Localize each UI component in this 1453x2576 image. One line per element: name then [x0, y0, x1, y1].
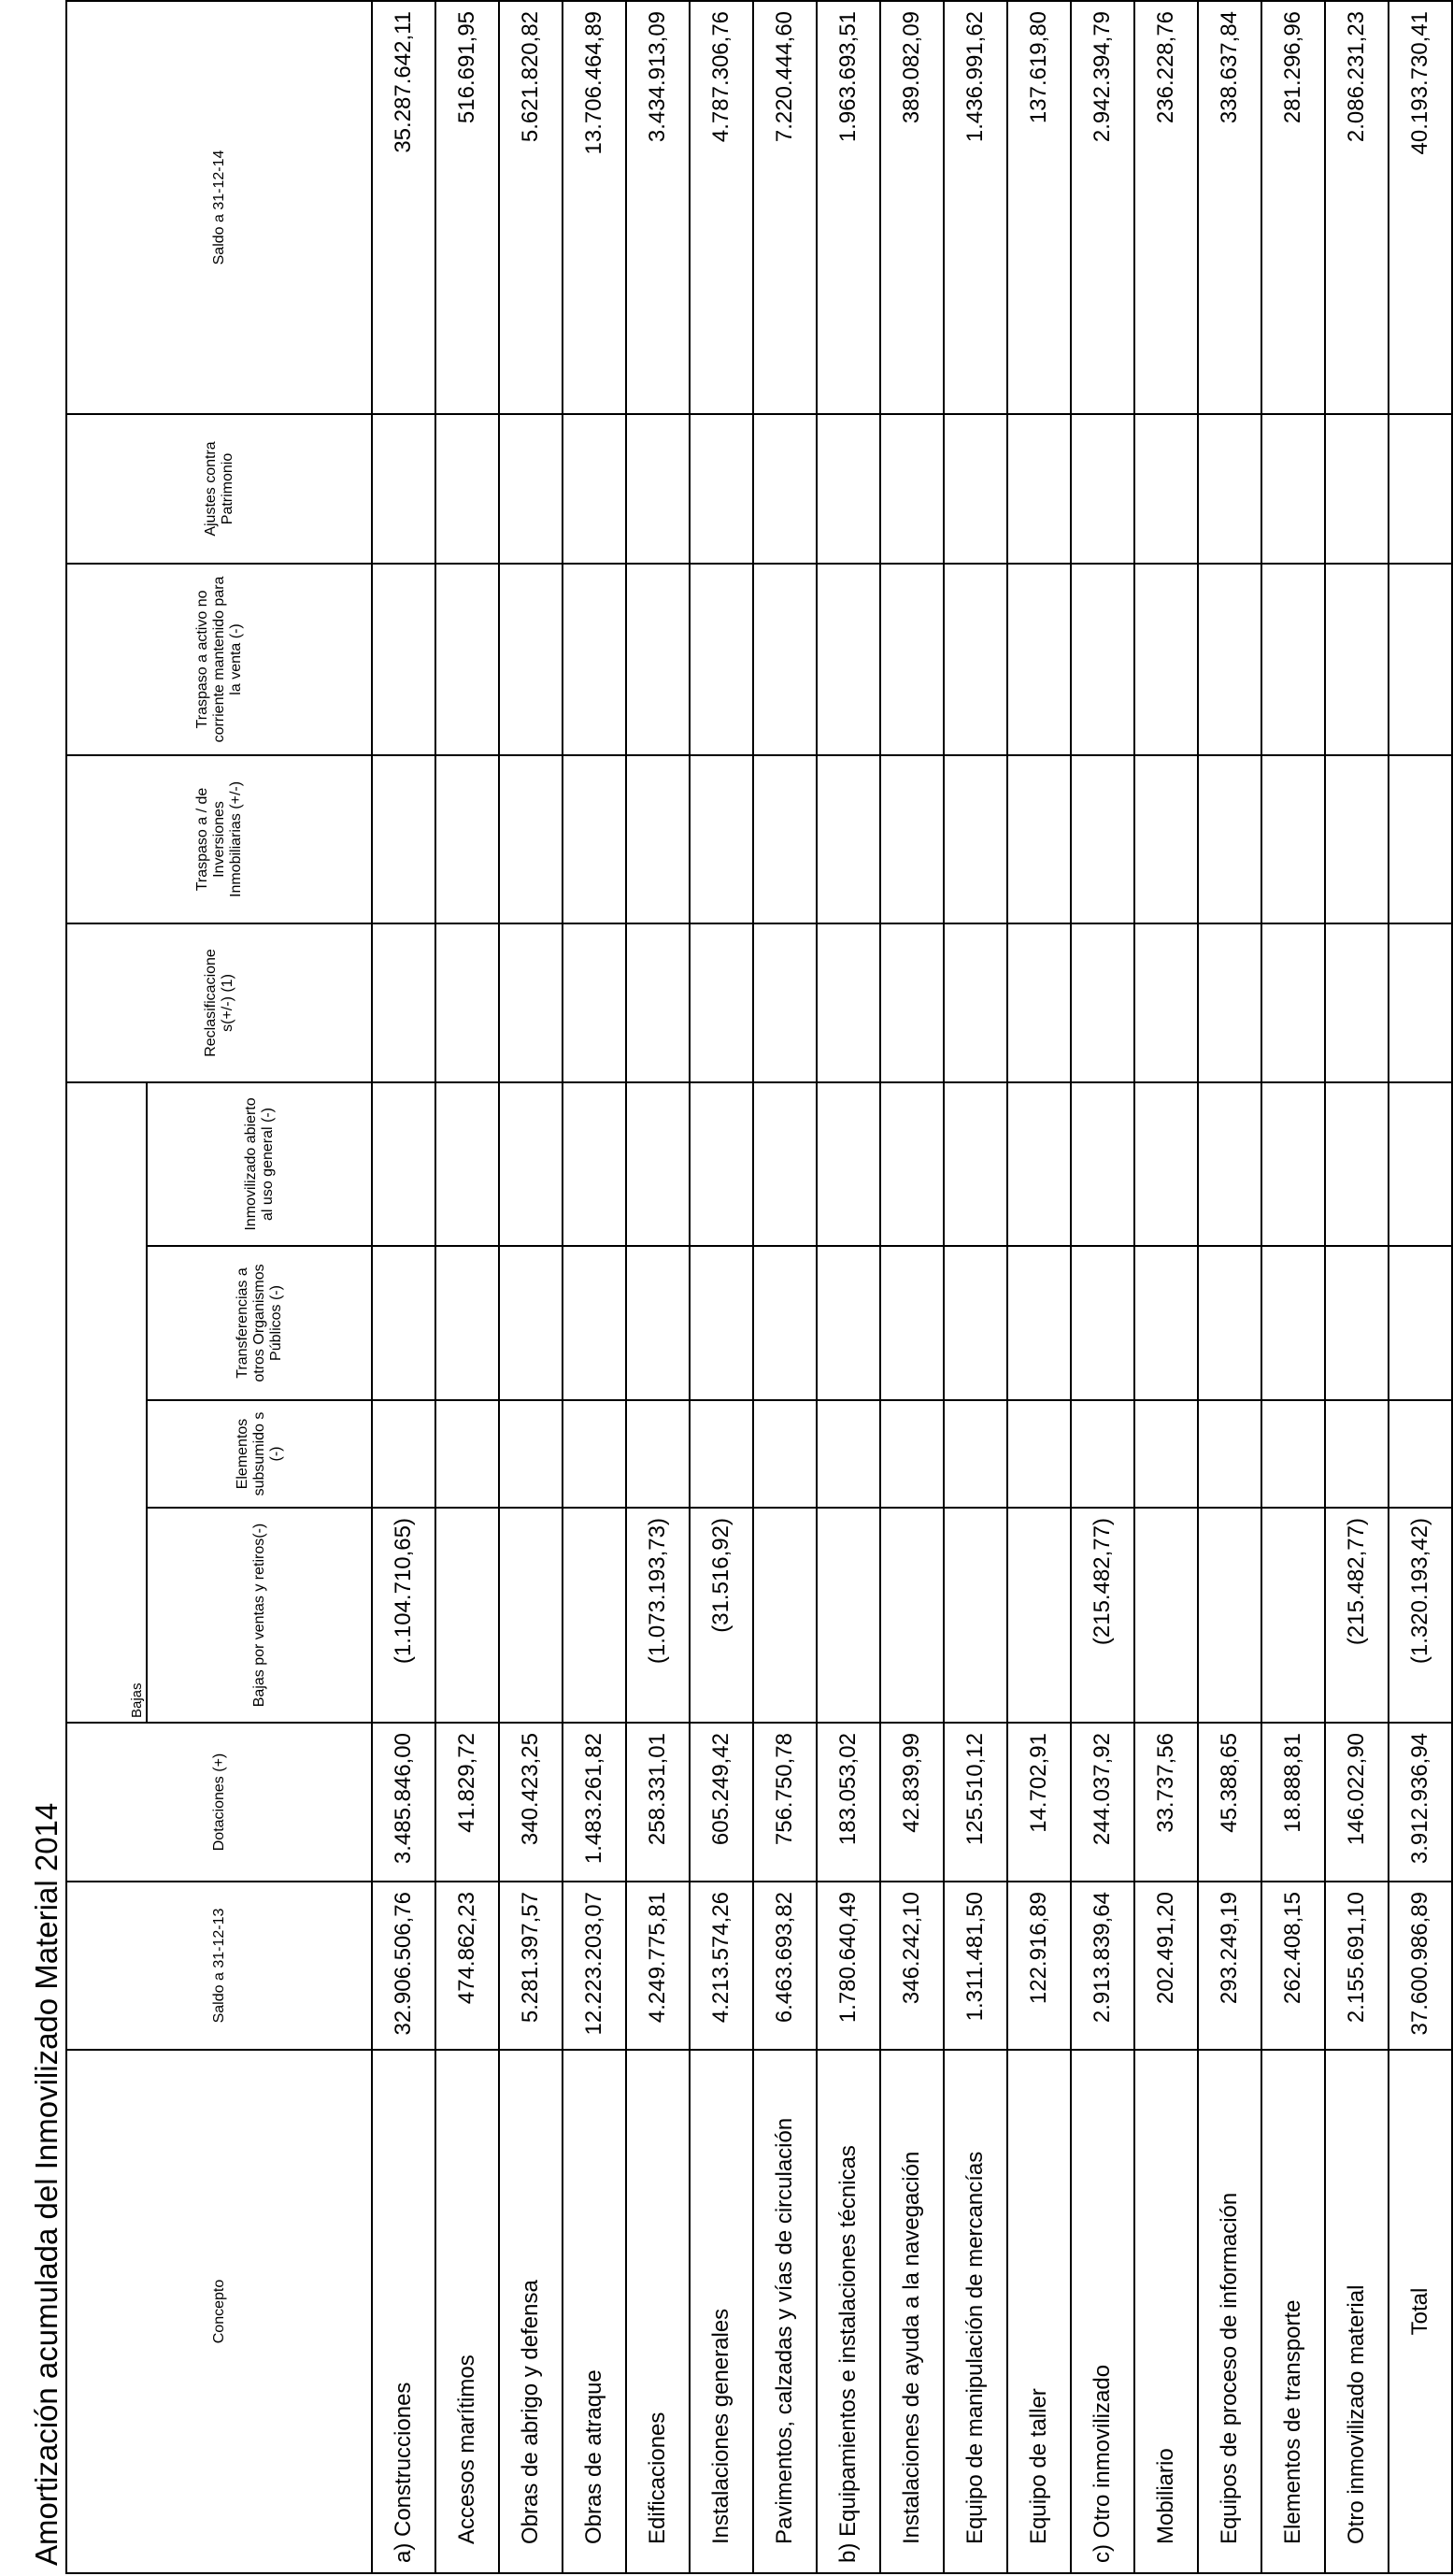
row-ajustes	[817, 414, 880, 564]
row-concepto: Otro inmovilizado material	[1325, 2050, 1389, 2573]
row-traspaso-activo	[1134, 564, 1198, 755]
row-traspaso-inversiones	[499, 755, 563, 923]
row-bajas-ventas: (215.482,77)	[1325, 1508, 1389, 1723]
row-traspaso-inversiones	[435, 755, 499, 923]
title-strip	[0, 0, 64, 2576]
row-inmovilizado-uso-general	[1198, 1082, 1261, 1246]
row-saldo-inicial: 346.242,10	[880, 1882, 944, 2050]
row-saldo-final: 1.436.991,62	[944, 1, 1007, 414]
row-inmovilizado-uso-general	[1134, 1082, 1198, 1246]
row-transferencias	[1261, 1246, 1325, 1400]
row-reclasificaciones	[499, 923, 563, 1082]
row-transferencias	[1389, 1246, 1452, 1400]
row-elementos-subsumidos	[1007, 1400, 1071, 1508]
row-saldo-inicial: 474.862,23	[435, 1882, 499, 2050]
header-traspaso-activo: Traspaso a activo no corriente mantenido para la venta (-)	[66, 564, 372, 755]
row-traspaso-inversiones	[372, 755, 435, 923]
table-row	[1198, 1, 1261, 2573]
row-traspaso-inversiones	[1389, 755, 1452, 923]
row-saldo-final: 40.193.730,41	[1389, 1, 1452, 414]
row-elementos-subsumidos	[690, 1400, 753, 1508]
row-ajustes	[1261, 414, 1325, 564]
row-reclasificaciones	[563, 923, 626, 1082]
row-saldo-inicial: 12.223.203,07	[563, 1882, 626, 2050]
header-bajas-ventas: Bajas por ventas y retiros(-)	[147, 1508, 372, 1723]
row-inmovilizado-uso-general	[1071, 1082, 1134, 1246]
header-ajustes: Ajustes contra Patrimonio	[66, 414, 372, 564]
row-concepto: Instalaciones de ayuda a la navegación	[880, 2050, 944, 2573]
row-reclasificaciones	[944, 923, 1007, 1082]
table-row	[1071, 1, 1134, 2573]
row-saldo-inicial: 262.408,15	[1261, 1882, 1325, 2050]
row-bajas-ventas	[1261, 1508, 1325, 1723]
row-traspaso-activo	[372, 564, 435, 755]
row-traspaso-activo	[1071, 564, 1134, 755]
row-reclasificaciones	[372, 923, 435, 1082]
row-dotaciones: 125.510,12	[944, 1723, 1007, 1882]
row-dotaciones: 146.022,90	[1325, 1723, 1389, 1882]
row-saldo-inicial: 4.213.574,26	[690, 1882, 753, 2050]
row-traspaso-inversiones	[1134, 755, 1198, 923]
row-elementos-subsumidos	[499, 1400, 563, 1508]
header-inmovilizado-uso-general: Inmovilizado abierto al uso general (-)	[147, 1082, 372, 1246]
row-transferencias	[944, 1246, 1007, 1400]
row-bajas-ventas	[1134, 1508, 1198, 1723]
row-reclasificaciones	[1134, 923, 1198, 1082]
table-row	[1261, 1, 1325, 2573]
row-traspaso-activo	[1007, 564, 1071, 755]
row-dotaciones: 183.053,02	[817, 1723, 880, 1882]
row-saldo-final: 1.963.693,51	[817, 1, 880, 414]
row-traspaso-activo	[690, 564, 753, 755]
row-dotaciones: 41.829,72	[435, 1723, 499, 1882]
row-bajas-ventas: (1.320.193,42)	[1389, 1508, 1452, 1723]
row-saldo-inicial: 293.249,19	[1198, 1882, 1261, 2050]
row-ajustes	[435, 414, 499, 564]
row-transferencias	[372, 1246, 435, 1400]
row-saldo-inicial: 37.600.986,89	[1389, 1882, 1452, 2050]
row-traspaso-activo	[626, 564, 690, 755]
row-dotaciones: 244.037,92	[1071, 1723, 1134, 1882]
row-traspaso-inversiones	[753, 755, 817, 923]
row-concepto: Obras de atraque	[563, 2050, 626, 2573]
row-traspaso-inversiones	[1325, 755, 1389, 923]
table-row	[690, 1, 753, 2573]
row-traspaso-inversiones	[1198, 755, 1261, 923]
row-traspaso-activo	[1261, 564, 1325, 755]
table-row	[753, 1, 817, 2573]
row-concepto: Obras de abrigo y defensa	[499, 2050, 563, 2573]
row-ajustes	[1325, 414, 1389, 564]
row-dotaciones: 18.888,81	[1261, 1723, 1325, 1882]
row-transferencias	[499, 1246, 563, 1400]
row-dotaciones: 756.750,78	[753, 1723, 817, 1882]
row-reclasificaciones	[1198, 923, 1261, 1082]
table-row	[499, 1, 563, 2573]
row-elementos-subsumidos	[944, 1400, 1007, 1508]
row-inmovilizado-uso-general	[1261, 1082, 1325, 1246]
row-bajas-ventas	[499, 1508, 563, 1723]
row-elementos-subsumidos	[1198, 1400, 1261, 1508]
row-transferencias	[626, 1246, 690, 1400]
header-transferencias: Transferencias a otros Organismos Públicos (-)	[147, 1246, 372, 1400]
row-ajustes	[626, 414, 690, 564]
row-reclasificaciones	[880, 923, 944, 1082]
row-ajustes	[880, 414, 944, 564]
table-row	[880, 1, 944, 2573]
row-elementos-subsumidos	[1071, 1400, 1134, 1508]
table-row	[817, 1, 880, 2573]
row-traspaso-activo	[817, 564, 880, 755]
row-traspaso-inversiones	[690, 755, 753, 923]
row-dotaciones: 3.912.936,94	[1389, 1723, 1452, 1882]
row-traspaso-inversiones	[817, 755, 880, 923]
row-inmovilizado-uso-general	[435, 1082, 499, 1246]
row-bajas-ventas: (31.516,92)	[690, 1508, 753, 1723]
row-traspaso-activo	[1325, 564, 1389, 755]
row-inmovilizado-uso-general	[817, 1082, 880, 1246]
row-traspaso-inversiones	[626, 755, 690, 923]
row-transferencias	[817, 1246, 880, 1400]
row-ajustes	[499, 414, 563, 564]
row-transferencias	[1071, 1246, 1134, 1400]
row-ajustes	[1389, 414, 1452, 564]
table-row	[1325, 1, 1389, 2573]
row-reclasificaciones	[1007, 923, 1071, 1082]
row-bajas-ventas	[563, 1508, 626, 1723]
row-transferencias	[563, 1246, 626, 1400]
row-inmovilizado-uso-general	[372, 1082, 435, 1246]
row-bajas-ventas	[944, 1508, 1007, 1723]
row-bajas-ventas	[817, 1508, 880, 1723]
table-row	[372, 1, 435, 2573]
row-transferencias	[1198, 1246, 1261, 1400]
row-saldo-final: 3.434.913,09	[626, 1, 690, 414]
row-ajustes	[563, 414, 626, 564]
row-concepto: c) Otro inmovilizado	[1071, 2050, 1134, 2573]
row-elementos-subsumidos	[626, 1400, 690, 1508]
row-elementos-subsumidos	[817, 1400, 880, 1508]
row-dotaciones: 3.485.846,00	[372, 1723, 435, 1882]
row-inmovilizado-uso-general	[499, 1082, 563, 1246]
row-traspaso-activo	[435, 564, 499, 755]
row-concepto: Equipo de taller	[1007, 2050, 1071, 2573]
row-dotaciones: 340.423,25	[499, 1723, 563, 1882]
row-saldo-final: 516.691,95	[435, 1, 499, 414]
row-concepto: Total	[1389, 2050, 1452, 2573]
row-concepto: Equipo de manipulación de mercancías	[944, 2050, 1007, 2573]
row-inmovilizado-uso-general	[753, 1082, 817, 1246]
row-traspaso-activo	[1198, 564, 1261, 755]
row-traspaso-activo	[499, 564, 563, 755]
row-concepto: Accesos marítimos	[435, 2050, 499, 2573]
row-dotaciones: 258.331,01	[626, 1723, 690, 1882]
row-bajas-ventas	[753, 1508, 817, 1723]
row-saldo-inicial: 1.311.481,50	[944, 1882, 1007, 2050]
total-row	[1389, 1, 1452, 2573]
row-dotaciones: 1.483.261,82	[563, 1723, 626, 1882]
row-traspaso-inversiones	[1007, 755, 1071, 923]
row-elementos-subsumidos	[435, 1400, 499, 1508]
row-elementos-subsumidos	[372, 1400, 435, 1508]
row-traspaso-inversiones	[944, 755, 1007, 923]
row-transferencias	[880, 1246, 944, 1400]
table-row	[1007, 1, 1071, 2573]
row-transferencias	[753, 1246, 817, 1400]
row-saldo-final: 7.220.444,60	[753, 1, 817, 414]
row-ajustes	[1198, 414, 1261, 564]
header-elementos-subsumidos: Elementos subsumido s (-)	[147, 1400, 372, 1508]
row-saldo-final: 4.787.306,76	[690, 1, 753, 414]
row-bajas-ventas: (1.104.710,65)	[372, 1508, 435, 1723]
row-concepto: Equipos de proceso de información	[1198, 2050, 1261, 2573]
row-transferencias	[690, 1246, 753, 1400]
row-saldo-final: 137.619,80	[1007, 1, 1071, 414]
row-inmovilizado-uso-general	[880, 1082, 944, 1246]
row-saldo-final: 281.296,96	[1261, 1, 1325, 414]
row-concepto: Elementos de transporte	[1261, 2050, 1325, 2573]
row-saldo-final: 2.086.231,23	[1325, 1, 1389, 414]
row-saldo-inicial: 2.155.691,10	[1325, 1882, 1389, 2050]
table-row	[563, 1, 626, 2573]
header-concepto: Concepto	[66, 2050, 372, 2573]
row-saldo-inicial: 32.906.506,76	[372, 1882, 435, 2050]
header-row-group	[66, 1, 147, 2573]
row-ajustes	[690, 414, 753, 564]
row-saldo-final: 5.621.820,82	[499, 1, 563, 414]
row-saldo-final: 2.942.394,79	[1071, 1, 1134, 414]
row-traspaso-inversiones	[1071, 755, 1134, 923]
row-saldo-inicial: 202.491,20	[1134, 1882, 1198, 2050]
row-inmovilizado-uso-general	[626, 1082, 690, 1246]
row-bajas-ventas	[880, 1508, 944, 1723]
row-concepto: a) Construcciones	[372, 2050, 435, 2573]
table-wrapper	[65, 2, 1432, 2574]
row-concepto: b) Equipamientos e instalaciones técnicas	[817, 2050, 880, 2573]
row-traspaso-inversiones	[563, 755, 626, 923]
row-reclasificaciones	[1071, 923, 1134, 1082]
row-saldo-final: 236.228,76	[1134, 1, 1198, 414]
row-ajustes	[372, 414, 435, 564]
row-elementos-subsumidos	[563, 1400, 626, 1508]
row-saldo-final: 35.287.642,11	[372, 1, 435, 414]
row-bajas-ventas	[435, 1508, 499, 1723]
row-transferencias	[435, 1246, 499, 1400]
row-traspaso-activo	[944, 564, 1007, 755]
row-reclasificaciones	[435, 923, 499, 1082]
row-reclasificaciones	[1325, 923, 1389, 1082]
row-elementos-subsumidos	[1134, 1400, 1198, 1508]
row-dotaciones: 14.702,91	[1007, 1723, 1071, 1882]
row-traspaso-activo	[563, 564, 626, 755]
row-traspaso-activo	[1389, 564, 1452, 755]
row-bajas-ventas	[1007, 1508, 1071, 1723]
row-bajas-ventas: (215.482,77)	[1071, 1508, 1134, 1723]
row-saldo-inicial: 6.463.693,82	[753, 1882, 817, 2050]
header-bajas: Bajas	[66, 1082, 147, 1723]
row-dotaciones: 42.839,99	[880, 1723, 944, 1882]
header-traspaso-inversiones: Traspaso a / de Inversiones Inmobiliarias (+/-)	[66, 755, 372, 923]
row-reclasificaciones	[626, 923, 690, 1082]
row-inmovilizado-uso-general	[690, 1082, 753, 1246]
row-saldo-final: 338.637,84	[1198, 1, 1261, 414]
table-row	[626, 1, 690, 2573]
row-saldo-inicial: 122.916,89	[1007, 1882, 1071, 2050]
row-ajustes	[944, 414, 1007, 564]
row-traspaso-inversiones	[880, 755, 944, 923]
row-saldo-final: 13.706.464,89	[563, 1, 626, 414]
row-traspaso-activo	[880, 564, 944, 755]
row-elementos-subsumidos	[1389, 1400, 1452, 1508]
row-saldo-inicial: 4.249.775,81	[626, 1882, 690, 2050]
header-saldo-inicial: Saldo a 31-12-13	[66, 1882, 372, 2050]
row-reclasificaciones	[817, 923, 880, 1082]
row-ajustes	[1134, 414, 1198, 564]
row-reclasificaciones	[1261, 923, 1325, 1082]
row-inmovilizado-uso-general	[944, 1082, 1007, 1246]
row-bajas-ventas	[1198, 1508, 1261, 1723]
row-inmovilizado-uso-general	[1325, 1082, 1389, 1246]
table-row	[435, 1, 499, 2573]
table-row	[1134, 1, 1198, 2573]
row-inmovilizado-uso-general	[1007, 1082, 1071, 1246]
row-ajustes	[1007, 414, 1071, 564]
row-elementos-subsumidos	[880, 1400, 944, 1508]
row-inmovilizado-uso-general	[563, 1082, 626, 1246]
row-traspaso-activo	[753, 564, 817, 755]
row-dotaciones: 33.737,56	[1134, 1723, 1198, 1882]
row-concepto: Mobiliario	[1134, 2050, 1198, 2573]
row-elementos-subsumidos	[1325, 1400, 1389, 1508]
row-saldo-inicial: 5.281.397,57	[499, 1882, 563, 2050]
row-ajustes	[1071, 414, 1134, 564]
row-dotaciones: 605.249,42	[690, 1723, 753, 1882]
row-elementos-subsumidos	[1261, 1400, 1325, 1508]
row-saldo-inicial: 2.913.839,64	[1071, 1882, 1134, 2050]
row-bajas-ventas: (1.073.193,73)	[626, 1508, 690, 1723]
row-dotaciones: 45.388,65	[1198, 1723, 1261, 1882]
row-concepto: Edificaciones	[626, 2050, 690, 2573]
row-saldo-final: 389.082,09	[880, 1, 944, 414]
header-dotaciones: Dotaciones (+)	[66, 1723, 372, 1882]
table-row	[944, 1, 1007, 2573]
row-inmovilizado-uso-general	[1389, 1082, 1452, 1246]
page-title: Amortización acumulada del Inmovilizado Material 2014	[29, 1802, 64, 2566]
row-traspaso-inversiones	[1261, 755, 1325, 923]
row-saldo-inicial: 1.780.640,49	[817, 1882, 880, 2050]
header-reclasificaciones: Reclasificacione s(+/-) (1)	[66, 923, 372, 1082]
row-transferencias	[1134, 1246, 1198, 1400]
amortization-table	[65, 0, 1453, 2574]
header-saldo-final: Saldo a 31-12-14	[66, 1, 372, 414]
row-reclasificaciones	[753, 923, 817, 1082]
row-transferencias	[1325, 1246, 1389, 1400]
row-concepto: Pavimentos, calzadas y vías de circulación	[753, 2050, 817, 2573]
row-concepto: Instalaciones generales	[690, 2050, 753, 2573]
row-elementos-subsumidos	[753, 1400, 817, 1508]
row-reclasificaciones	[1389, 923, 1452, 1082]
row-transferencias	[1007, 1246, 1071, 1400]
row-ajustes	[753, 414, 817, 564]
row-reclasificaciones	[690, 923, 753, 1082]
